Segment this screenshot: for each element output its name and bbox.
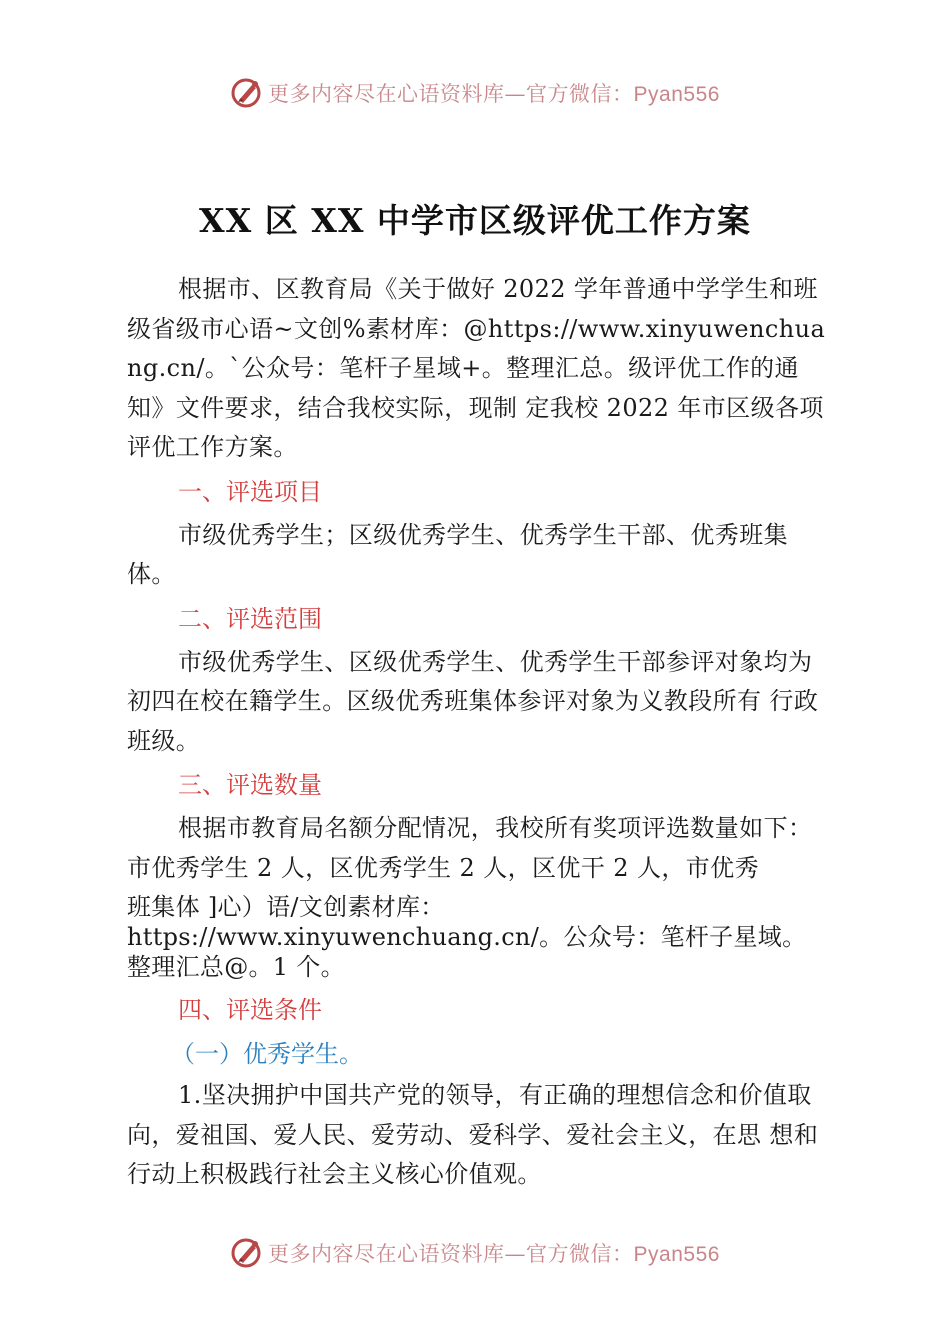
document-body bbox=[127, 270, 827, 1195]
section-heading-1: 一、评选项目 bbox=[178, 477, 322, 506]
section-heading-2: 二、评选范围 bbox=[178, 604, 322, 633]
banner-text: 更多内容尽在心语资料库—官方微信：Pyan556 bbox=[268, 82, 720, 106]
header-banner bbox=[0, 73, 950, 113]
section-body-1: 市级优秀学生；区级优秀学生、优秀学生干部、优秀班集体。 bbox=[127, 520, 788, 588]
subsection-heading-excellent-students: （一）优秀学生。 bbox=[171, 1040, 363, 1068]
intro-paragraph: 根据市、区教育局《关于做好 2022 学年普通中学学生和班级省级市心语~文创%素材库：@https://www.xinyuwenchuang.cn/。`公众号：笔杆子星域+。整理汇总。级评优工作的通知》文件要求，结合我校实际，现制 定我校 2022 年市区级各项评优工作方案。 bbox=[127, 275, 826, 461]
section-body-3-continued: 班集体 ]心）语/文创素材库： bbox=[127, 893, 445, 921]
banner-text: 更多内容尽在心语资料库—官方微信：Pyan556 bbox=[268, 1242, 720, 1266]
document-title: XX 区 XX 中学市区级评优工作方案 bbox=[199, 201, 751, 240]
section-body-3: 根据市教育局名额分配情况，我校所有奖项评选数量如下：市优秀学生 2 人，区优秀学生 2 人，区优干 2 人，市优秀 bbox=[127, 814, 813, 882]
footer-banner bbox=[0, 1233, 950, 1273]
section-body-2: 市级优秀学生、区级优秀学生、优秀学生干部参评对象均为初四在校在籍学生。区级优秀班集体参评对象为义教段所有 行政班级。 bbox=[127, 647, 819, 755]
section-body-4: 1.坚决拥护中国共产党的领导，有正确的理想信念和价值取向，爱祖国、爱人民、爱劳动、爱科学、爱社会主义，在思 想和行动上积极践行社会主义核心价值观。 bbox=[127, 1081, 819, 1188]
section-heading-4: 四、评选条件 bbox=[178, 996, 322, 1024]
section-heading-3: 三、评选数量 bbox=[178, 771, 322, 799]
section-body-3-link: https://www.xinyuwenchuang.cn/。公众号：笔杆子星域。整理汇总@。1 个。 bbox=[127, 923, 807, 981]
pen-logo-icon bbox=[230, 1236, 264, 1270]
pen-logo-icon bbox=[230, 76, 264, 110]
